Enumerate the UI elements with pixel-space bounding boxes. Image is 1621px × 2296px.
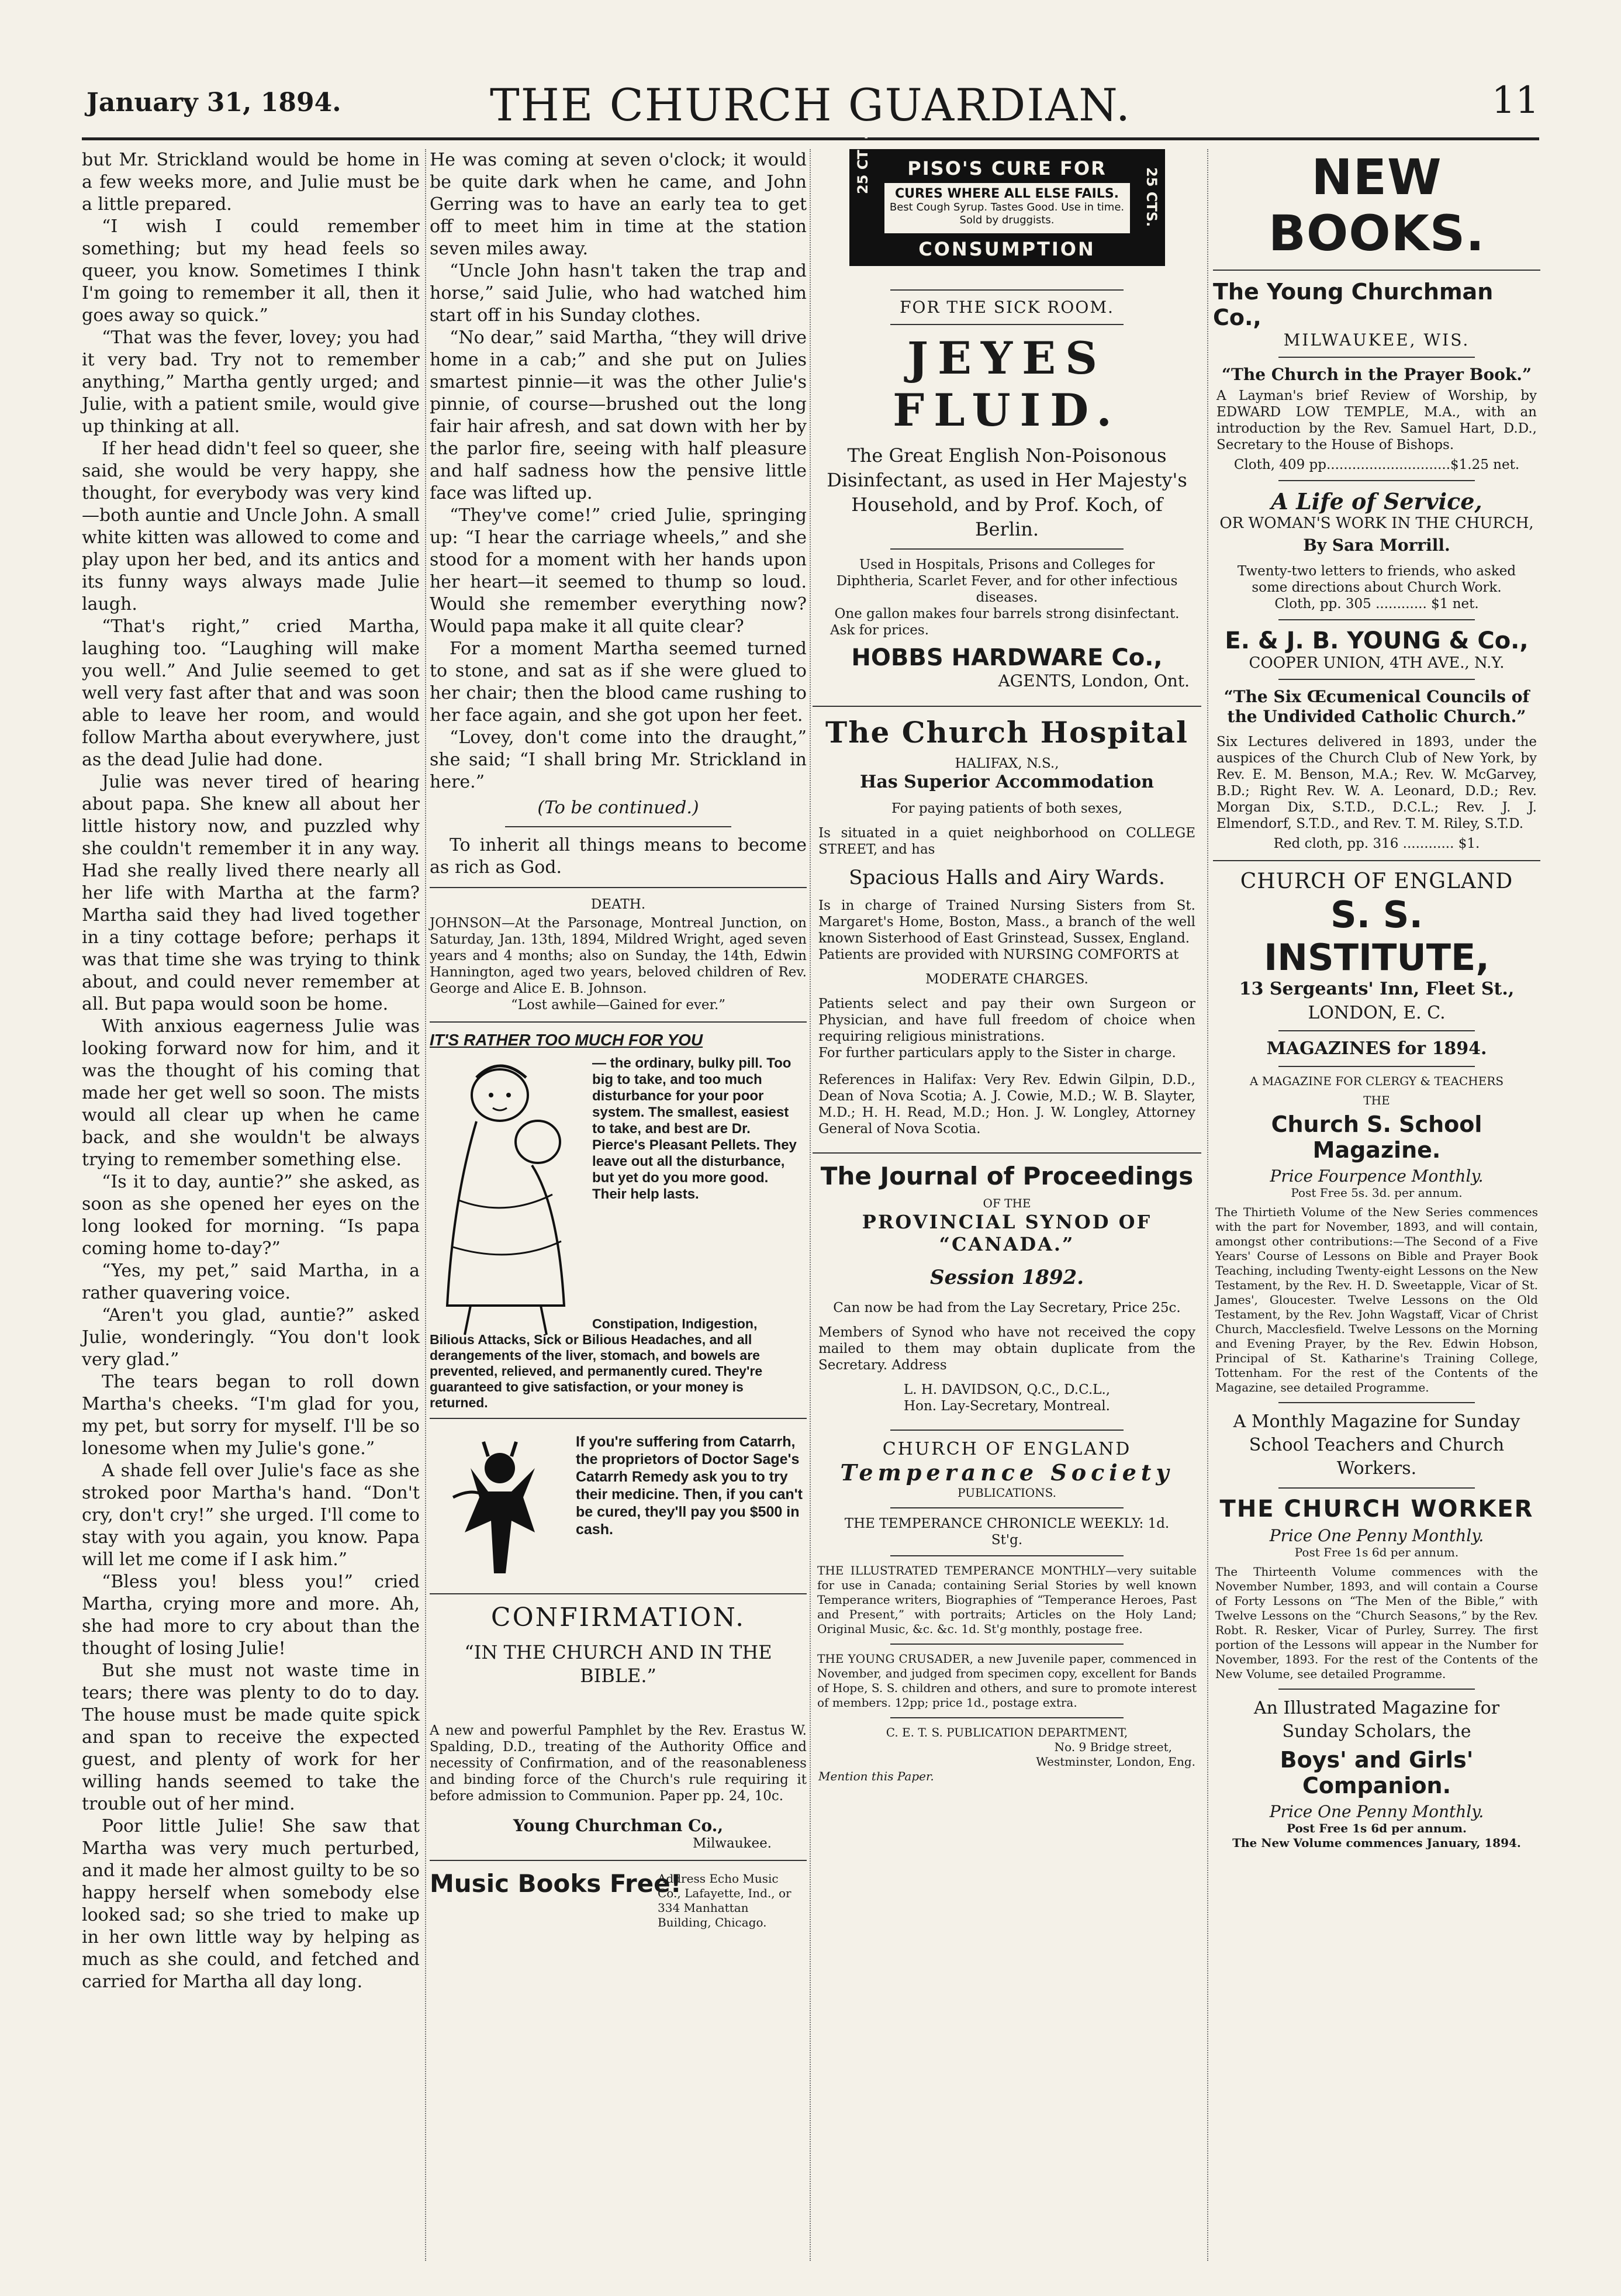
magazine-1-price: Price Fourpence Monthly. bbox=[1270, 1166, 1484, 1186]
column-divider bbox=[810, 149, 811, 2261]
hospital-references: References in Halifax: Very Rev. Edwin Gilpin, D.D., Dean of Nova Scotia; A. J. Cowie, M.D.; W. B. Slayter, M.D.; H. H. Read, M.D.; Hon. J. W. Longley, Attorney General of Nova Scotia. bbox=[818, 1072, 1195, 1137]
temperance-chronicle: THE TEMPERANCE CHRONICLE WEEKLY: 1d. St'g. bbox=[844, 1516, 1170, 1548]
magazine-1-description: The Thirtieth Volume of the New Series commences with the part for November, 1893, and will contain, amongst other contributions:—The Second of a Five Years' Course of Lessons on Bible and Prayer Book Teaching, including Twenty-eight Lessons on the New Testament, by the Rev. H. D. Sweetapple, Vicar of St. James', Gloucester. Twelve Lessons on the Old Testament, by the Rev. John Wagstaff, Vicar of Christ Church, Macclesfield. Twelve Lessons on the Morning and Evening Prayer, by the Rev. Edwin Hobson, Principal of St. Katharine's Training College, Tottenham. For the rest of the Contents of the Magazine, see detailed Programme. bbox=[1215, 1205, 1538, 1394]
story-paragraph: “That was the fever, lovey; you had it very bad. Try not to remember anything,” Martha gently urged; and Julie, with a patient smile, would give up thinking at all. bbox=[82, 327, 420, 437]
divider-rule bbox=[1213, 860, 1540, 861]
hospital-halls: Spacious Halls and Airy Wards. bbox=[849, 866, 1165, 889]
divider-rule bbox=[813, 706, 1201, 707]
book-1-title: “The Church in the Prayer Book.” bbox=[1221, 365, 1532, 384]
divider-rule bbox=[890, 1555, 1124, 1556]
institute-for-clergy: A MAGAZINE FOR CLERGY & TEACHERS bbox=[1249, 1074, 1504, 1088]
hospital-select: Patients select and pay their own Surgeon or Physician, and have full freedom of choice when requiring religious ministrations. bbox=[818, 996, 1195, 1044]
book-3-price: Red cloth, pp. 316 ............ $1. bbox=[1273, 836, 1480, 851]
temperance-address-2: Westminster, London, Eng. bbox=[1036, 1755, 1195, 1769]
story-paragraph: For a moment Martha seemed turned to stone, and sat as if she were glued to her chair; then the blood came rushing to her face again, and she got upon her feet. bbox=[430, 638, 807, 726]
catarrh-remedy-ad bbox=[430, 1427, 807, 1585]
journal-name: L. H. DAVIDSON, Q.C., D.C.L., bbox=[903, 1382, 1111, 1397]
boys-girls-title: Boys' and Girls' Companion. bbox=[1280, 1747, 1474, 1798]
piso-side-price-left: 25 CTS. bbox=[854, 134, 871, 194]
catarrh-ad-text: If you're suffering from Catarrh, the proprietors of Doctor Sage's Catarrh Remedy ask you to try their medicine. Then, if you can't be cured, they'll pay you $500 in cash. bbox=[576, 1434, 803, 1538]
story-paragraph: “No dear,” said Martha, “they will drive home in a cab;” and she put on Julies smartest pinnie—it was the other Julie's pinnie, of course—brushed out the long fair hair afresh, and sat down with her by the parlor fire, seeing with half pleasure and half sadness how the pensive little face was lifted up. bbox=[430, 327, 807, 503]
jeyes-title: JEYES FLUID. bbox=[893, 332, 1121, 436]
journal-session: Session 1892. bbox=[929, 1266, 1084, 1289]
confirmation-subtitle: “IN THE CHURCH AND IN THE BIBLE.” bbox=[464, 1641, 772, 1687]
piso-line-1: PISO'S CURE FOR bbox=[907, 157, 1107, 179]
hospital-moderate: MODERATE CHARGES. bbox=[925, 972, 1088, 987]
institute-magazines: MAGAZINES for 1894. bbox=[1266, 1038, 1487, 1059]
book-3-title: “The Six Œcumenical Councils of the Undivided Catholic Church.” bbox=[1223, 687, 1530, 726]
story-paragraph: “Is it to day, auntie?” she asked, as soon as she opened her eyes on the long looked for morning. “Is papa coming home to-day?” bbox=[82, 1172, 420, 1259]
hospital-charge: Is in charge of Trained Nursing Sisters from St. Margaret's Home, Boston, Mass., a branch of the well known Sisterhood of East Grinstead, Sussex, England. bbox=[818, 898, 1195, 946]
divider-rule bbox=[430, 1860, 807, 1861]
issue-date: January 31, 1894. bbox=[87, 88, 341, 118]
devil-figure-illustration bbox=[447, 1433, 564, 1579]
divider-rule bbox=[1278, 1689, 1475, 1690]
boys-girls-post: Post Free 1s 6d per annum. bbox=[1286, 1821, 1467, 1835]
divider-rule bbox=[890, 548, 1124, 550]
header-rule bbox=[82, 137, 1539, 140]
confirmation-heading: CONFIRMATION. bbox=[490, 1603, 746, 1632]
piso-cure-ad bbox=[849, 134, 1165, 266]
book-2-subtitle: OR WOMAN'S WORK IN THE CHURCH, bbox=[1219, 515, 1534, 532]
institute-line-1: CHURCH OF ENGLAND bbox=[1240, 869, 1513, 893]
hospital-situated: Is situated in a quiet neighborhood on COLLEGE STREET, and has bbox=[818, 826, 1195, 857]
pierce-ad-body-2: Constipation, Indigestion, Bilious Attacks, Sick or Bilious Headaches, and all derangements of the liver, stomach, and bowels are prevented, relieved, and permanently cured. They're guaranteed to give satisfaction, or your money is returned. bbox=[430, 1316, 763, 1410]
maxim: To inherit all things means to become as rich as God. bbox=[430, 835, 807, 878]
church-worker-description: The Thirteenth Volume commences with the November Number, 1893, and will contain a Course of Forty Lessons on “The Men of the Bible,” with Twelve Lessons on the “Church Seasons,” by the Rev. Robt. R. Resker, Vicar of Purley, Surrey. The first portion of the Lessons will appear in the Number for November, 1893. For the rest of the Contents of the New Volume, see detailed Programme. bbox=[1215, 1565, 1538, 1681]
death-quote: “Lost awhile—Gained for ever.” bbox=[510, 997, 726, 1013]
divider-rule bbox=[430, 887, 807, 888]
temperance-illustrated: THE ILLUSTRATED TEMPERANCE MONTHLY—very suitable for use in Canada; containing Serial Stories by well known Temperance writers, Biographies of “Temperance Heroes, Past and Present,” with portraits; Articles on the Holy Land; Original Music, &c. &c. 1d. St'g monthly, postage free. bbox=[817, 1563, 1197, 1636]
hospital-nursing: Patients are provided with NURSING COMFORTS at bbox=[818, 947, 1179, 962]
institute-monthly: A Monthly Magazine for Sunday School Teachers and Church Workers. bbox=[1233, 1411, 1520, 1479]
book-2-author: By Sara Morrill. bbox=[1303, 536, 1450, 555]
church-worker-price: Price One Penny Monthly. bbox=[1269, 1526, 1484, 1545]
temperance-line-2: Temperance Society bbox=[840, 1459, 1174, 1486]
piso-line-2: CURES WHERE ALL ELSE FAILS. bbox=[894, 187, 1119, 201]
column-divider bbox=[425, 149, 426, 2261]
boys-girls-price: Price One Penny Monthly. bbox=[1269, 1802, 1484, 1821]
death-notice: JOHNSON—At the Parsonage, Montreal Junction, on Saturday, Jan. 13th, 1894, Mildred Wright, aged seven years and 4 months; also on Sunday, the 14th, Edwin Hannington, aged two years, beloved children of Rev. George and Alice E. B. Johnson. bbox=[430, 916, 807, 996]
jeyes-agent: HOBBS HARDWARE Co., bbox=[851, 644, 1163, 671]
journal-title: The Journal of Proceedings bbox=[820, 1162, 1194, 1190]
confirmation-city: Milwaukee. bbox=[693, 1836, 772, 1851]
hospital-further: For further particulars apply to the Sister in charge. bbox=[818, 1045, 1176, 1061]
book-3-description: Six Lectures delivered in 1893, under the auspices of the Church Club of New York, by Rev. E. M. Benson, M.A.; Rev. W. McGarvey, B.D.; Right Rev. W. A. Leonard, D.D.; Rev. Morgan Dix, S.T.D., D.C.L.; Rev. J. J. Elmendorf, S.T.D., and Rev. T. M. Riley, S.T.D. bbox=[1216, 734, 1537, 831]
temperance-mention: Mention this Paper. bbox=[818, 1769, 934, 1783]
story-paragraph: “That's right,” cried Martha, laughing too. “Laughing will make you well.” And Julie seemed to get well very fast after that and was soon able to leave her room, and would follow Martha about everywhere, just as the dead Julie had done. bbox=[82, 616, 420, 770]
journal-role: Hon. Lay-Secretary, Montreal. bbox=[904, 1399, 1110, 1414]
story-paragraph: but Mr. Strickland would be home in a few weeks more, and Julie must be a little prepared. bbox=[82, 150, 420, 215]
jeyes-ask: Ask for prices. bbox=[830, 623, 929, 638]
book-2-price: Cloth, pp. 305 ............ $1 net. bbox=[1274, 596, 1479, 612]
story-paragraph: “Uncle John hasn't taken the trap and horse,” said Julie, who had watched him start off in his Sunday clothes. bbox=[430, 261, 807, 326]
mother-and-child-illustration bbox=[430, 1054, 587, 1346]
piso-inner-panel bbox=[884, 183, 1130, 233]
pierce-ad-body: — the ordinary, bulky pill. Too big to take, and too much disturbance for your poor system. The smallest, easiest to take, and best are Dr. Pierce's Pleasant Pellets. They leave out all the disturbance, but yet do you more good. Their help lasts. bbox=[592, 1055, 797, 1202]
column-2 bbox=[430, 149, 807, 1934]
institute-city: LONDON, E. C. bbox=[1308, 1003, 1446, 1023]
magazine-1-post: Post Free 5s. 3d. per annum. bbox=[1291, 1186, 1463, 1200]
divider-rule bbox=[890, 1430, 1124, 1431]
divider-rule bbox=[430, 1021, 807, 1023]
story-paragraph: Poor little Julie! She saw that Martha was very much perturbed, and it made her almost guilty to be so happy herself when somebody else looked sad; so she tried to make up in her own little way by helping as much as she could, and fetched and carried for Martha all day long. bbox=[82, 1816, 420, 1992]
hospital-title: The Church Hospital bbox=[825, 715, 1188, 750]
institute-line-2: S. S. INSTITUTE, bbox=[1264, 893, 1489, 979]
divider-rule bbox=[1278, 679, 1475, 680]
divider-rule bbox=[890, 1507, 1124, 1508]
young-publisher: E. & J. B. YOUNG & Co., bbox=[1225, 627, 1529, 654]
divider-rule bbox=[1278, 1066, 1475, 1067]
story-paragraph: If her head didn't feel so queer, she said, she would be very happy, she thought, for everybody was very kind—both auntie and Uncle John. A small white kitten was allowed to come and play upon her bed, and its antics and its funny ways always made Julie laugh. bbox=[82, 439, 420, 614]
story-paragraph: “Bless you! bless you!” cried Martha, crying more and more. Ah, she had more to cry about than the thought of losing Julie! bbox=[82, 1572, 420, 1659]
young-address: COOPER UNION, 4TH AVE., N.Y. bbox=[1249, 654, 1505, 672]
divider-rule bbox=[1278, 1030, 1475, 1031]
institute-the: THE bbox=[1363, 1093, 1390, 1107]
story-paragraph: Julie was never tired of hearing about papa. She knew all about her little history now, and puzzled why she couldn't remember it in any way. Had she really lived there nearly all her life with Martha at the farm? Martha said they had lived together in a tiny cottage before; perhaps it was that time she was trying to think about, and could never remember at all. But papa would soon be home. bbox=[82, 772, 420, 1014]
music-ad-text: Address Echo Music Co., Lafayette, Ind., or 334 Manhattan Building, Chicago. bbox=[658, 1872, 792, 1929]
story-paragraph: “I wish I could remember something; but my head feels so queer, you know. Sometimes I think I'm going to remember it all, then it goes away so quick.” bbox=[82, 216, 420, 326]
institute-illustrated: An Illustrated Magazine for Sunday Scholars, the bbox=[1253, 1698, 1500, 1742]
divider-rule bbox=[1213, 270, 1540, 271]
temperance-line-1: CHURCH OF ENGLAND bbox=[882, 1439, 1132, 1459]
divider-rule bbox=[1278, 1487, 1475, 1489]
divider-rule bbox=[890, 1717, 1124, 1718]
temperance-address-1: No. 9 Bridge street, bbox=[1054, 1740, 1172, 1754]
jeyes-agent-location: AGENTS, London, Ont. bbox=[998, 671, 1190, 690]
church-worker-post: Post Free 1s 6d per annum. bbox=[1294, 1545, 1459, 1559]
divider-rule bbox=[890, 289, 1124, 291]
divider-rule bbox=[890, 1644, 1124, 1645]
pierce-pellets-ad bbox=[430, 1031, 807, 1410]
column-3 bbox=[813, 134, 1201, 1784]
divider-rule bbox=[813, 1152, 1201, 1154]
divider-rule bbox=[505, 826, 731, 827]
book-2-title: A Life of Service, bbox=[1271, 488, 1482, 515]
jeyes-uses: Used in Hospitals, Prisons and Colleges for Diphtheria, Scarlet Fever, and for other infectious diseases. bbox=[836, 557, 1178, 605]
death-heading: DEATH. bbox=[590, 897, 646, 912]
church-worker-title: THE CHURCH WORKER bbox=[1219, 1496, 1534, 1522]
story-paragraph: A shade fell over Julie's face as she stroked poor Martha's hand. “Don't cry, don't cry!” she urged. I'll come to stay with you again, you know. Papa will let me come if I ask him.” bbox=[82, 1461, 420, 1570]
temperance-crusader: THE YOUNG CRUSADER, a new Juvenile paper, commenced in November, and judged from specimen copy, excellent for Bands of Hope, S. S. children and others, and sure to promote interest of members. 12pp; price 1d., postage extra. bbox=[817, 1652, 1197, 1710]
jeyes-kicker: FOR THE SICK ROOM. bbox=[900, 298, 1114, 317]
masthead-title: THE CHURCH GUARDIAN. bbox=[489, 79, 1132, 131]
story-paragraph: But she must not waste time in tears; there was plenty to do to day. The house must be made quite spick and span to receive the expected guest, and plenty of work for her willing hands seemed to take the trouble out of her mind. bbox=[82, 1660, 420, 1814]
continued-note: (To be continued.) bbox=[537, 797, 699, 818]
story-column-1 bbox=[82, 149, 420, 1993]
music-ad-headline: Music Books Free! bbox=[430, 1869, 682, 1898]
story-paragraph: “Yes, my pet,” said Martha, in a rather quavering voice. bbox=[82, 1261, 420, 1303]
divider-rule bbox=[890, 324, 1124, 325]
divider-rule bbox=[1278, 357, 1475, 358]
book-1-description: A Layman's brief Review of Worship, by EDWARD LOW TEMPLE, M.A., with an introduction by the Rev. Samuel Hart, D.D., Secretary to the House of Bishops. bbox=[1216, 388, 1537, 453]
story-paragraph: The tears began to roll down Martha's cheeks. “I'm glad for you, my pet, but sorry for myself. I'll be so lonesome when my Julie's gone.” bbox=[82, 1372, 420, 1459]
confirmation-description: A new and powerful Pamphlet by the Rev. Erastus W. Spalding, D.D., treating of the Authority Office and necessity of Confirmation, and of the reasonableness and binding force of the Church's rule requiring it before admission to Communion. Paper pp. 24, 10c. bbox=[430, 1723, 807, 1804]
journal-had: Can now be had from the Lay Secretary, Price 25c. bbox=[833, 1300, 1181, 1316]
temperance-publications: PUBLICATIONS. bbox=[958, 1486, 1056, 1500]
new-books-heading: NEW BOOKS. bbox=[1268, 149, 1485, 262]
hospital-place: HALIFAX, N.S., bbox=[955, 756, 1059, 771]
page-number: 11 bbox=[1491, 79, 1539, 122]
hospital-for: For paying patients of both sexes, bbox=[891, 801, 1123, 816]
music-books-ad bbox=[430, 1869, 807, 1934]
divider-rule bbox=[430, 1593, 807, 1594]
temperance-department: C. E. T. S. PUBLICATION DEPARTMENT, bbox=[886, 1725, 1128, 1739]
book-1-price: Cloth, 409 pp.............................$1.25 net. bbox=[1233, 457, 1520, 472]
story-paragraph: With anxious eagerness Julie was looking forward now for him, and it was the thought of his coming that made her get well so soon. The mists would all clear up when he came back, and she wouldn't be always trying to remember something else. bbox=[82, 1016, 420, 1170]
journal-synod: PROVINCIAL SYNOD OF “CANADA.” bbox=[862, 1211, 1152, 1255]
column-divider bbox=[1207, 149, 1208, 2261]
divider-rule bbox=[1278, 619, 1475, 620]
boys-girls-volume: The New Volume commences January, 1894. bbox=[1232, 1836, 1521, 1850]
institute-address: 13 Sergeants' Inn, Fleet St., bbox=[1239, 979, 1515, 999]
story-paragraph: “They've come!” cried Julie, springing up: “I hear the carriage wheels,” and she stood for a moment with her hands upon her heart—it seemed to thump so loud. Would she remember everything now? Would papa make it all quite clear? bbox=[430, 505, 807, 637]
journal-of-the: OF THE bbox=[983, 1196, 1031, 1210]
column-4 bbox=[1213, 149, 1540, 1850]
journal-members: Members of Synod who have not received the copy mailed to them may obtain duplicate from the Secretary. Address bbox=[818, 1325, 1195, 1373]
story-paragraph: “Aren't you glad, auntie?” asked Julie, wonderingly. “You don't look very glad.” bbox=[82, 1305, 420, 1370]
piso-line-4: CONSUMPTION bbox=[918, 238, 1095, 260]
piso-line-3: Best Cough Syrup. Tastes Good. Use in time. Sold by druggists. bbox=[889, 201, 1125, 226]
piso-side-price-right: 25 CTS. bbox=[1143, 167, 1160, 227]
confirmation-publisher: Young Churchman Co., bbox=[513, 1816, 724, 1835]
magazine-1-title: Church S. School Magazine. bbox=[1271, 1111, 1482, 1163]
story-paragraph: He was coming at seven o'clock; it would be quite dark when he came, and John Gerring was to have an early tea to get off to meet him in time at the station seven miles away. bbox=[430, 150, 807, 259]
divider-rule bbox=[1278, 1402, 1475, 1403]
book-2-description: Twenty-two letters to friends, who asked some directions about Church Work. bbox=[1237, 564, 1516, 595]
story-paragraph: “Lovey, don't come into the draught,” she said; “I shall bring Mr. Strickland in here.” bbox=[430, 727, 807, 792]
divider-rule bbox=[430, 1418, 807, 1419]
pierce-ad-headline: IT'S RATHER TOO MUCH FOR YOU bbox=[430, 1031, 703, 1049]
books-publisher: The Young Churchman Co., bbox=[1213, 279, 1494, 330]
jeyes-gallon: One gallon makes four barrels strong disinfectant. bbox=[834, 606, 1180, 622]
hospital-tagline: Has Superior Accommodation bbox=[860, 772, 1154, 792]
divider-rule bbox=[1278, 480, 1475, 481]
jeyes-description: The Great English Non-Poisonous Disinfectant, as used in Her Majesty's Household, and by Prof. Koch, of Berlin. bbox=[827, 444, 1187, 540]
books-city: MILWAUKEE, WIS. bbox=[1283, 330, 1470, 350]
